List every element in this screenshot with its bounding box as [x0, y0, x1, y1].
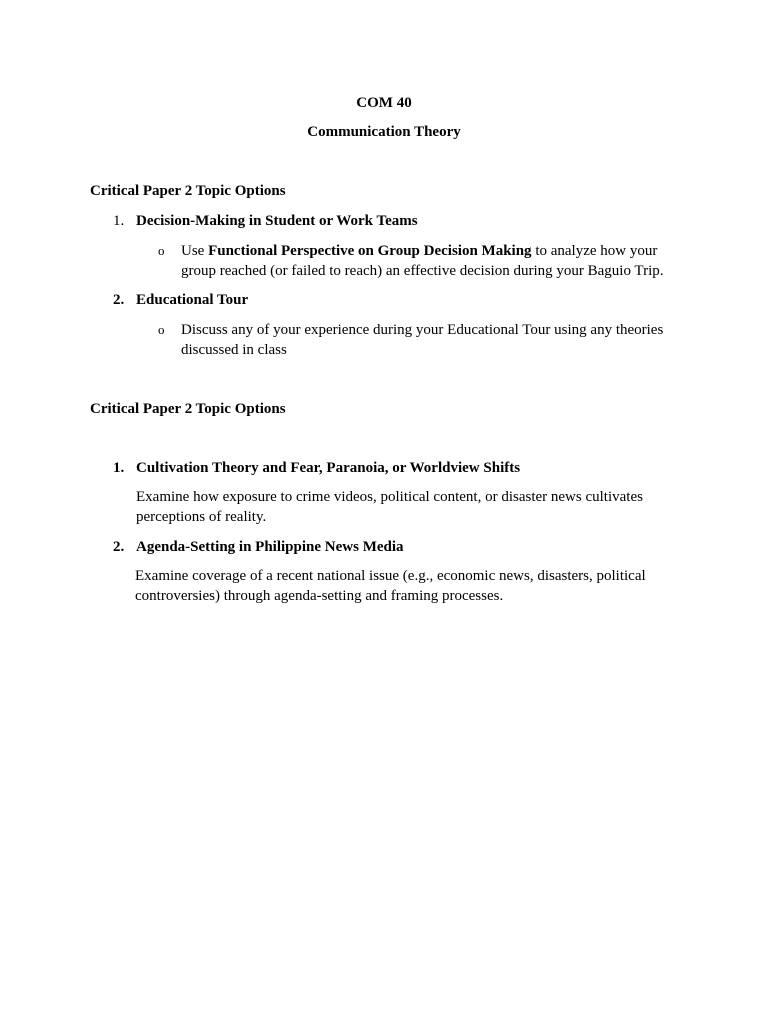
list-item-title: Cultivation Theory and Fear, Paranoia, or Worldview Shifts — [136, 460, 521, 476]
bullet-text-pre: Use — [181, 243, 209, 259]
list-item-title: Decision-Making in Student or Work Teams — [136, 213, 418, 229]
bullet-marker: o — [158, 243, 165, 258]
item-description-line: Examine coverage of a recent national issue (e.g., economic news, disasters, political — [135, 568, 646, 584]
bullet-text-line-2: discussed in class — [181, 342, 287, 358]
item-description-line-2: perceptions of reality. — [136, 509, 267, 525]
list-item-number: 2. — [113, 539, 125, 555]
bullet-text-post: to analyze how your — [531, 243, 658, 259]
course-title: Communication Theory — [307, 124, 461, 140]
bullet-text-line-2: group reached (or failed to reach) an effective decision during your Baguio Trip. — [181, 263, 664, 279]
list-item-number: 1. — [113, 460, 125, 476]
section-1-heading: Critical Paper 2 Topic Options — [90, 183, 286, 199]
section-2-heading: Critical Paper 2 Topic Options — [90, 401, 286, 417]
list-item-title: Educational Tour — [136, 292, 249, 308]
bullet-text-bold: Functional Perspective on Group Decision Making — [208, 243, 532, 259]
item-description-line-2: controversies) through agenda-setting and framing processes. — [135, 588, 504, 604]
list-item-number: 2. — [113, 292, 125, 308]
list-item-number: 1. — [113, 213, 125, 229]
item-description-line: Examine how exposure to crime videos, political content, or disaster news cultivates — [136, 489, 643, 505]
bullet-marker: o — [158, 322, 165, 337]
list-item-title: Agenda-Setting in Philippine News Media — [136, 539, 404, 555]
course-code: COM 40 — [356, 95, 412, 111]
bullet-text-line — [181, 241, 657, 261]
bullet-text-line: Discuss any of your experience during your Educational Tour using any theories — [181, 322, 664, 338]
